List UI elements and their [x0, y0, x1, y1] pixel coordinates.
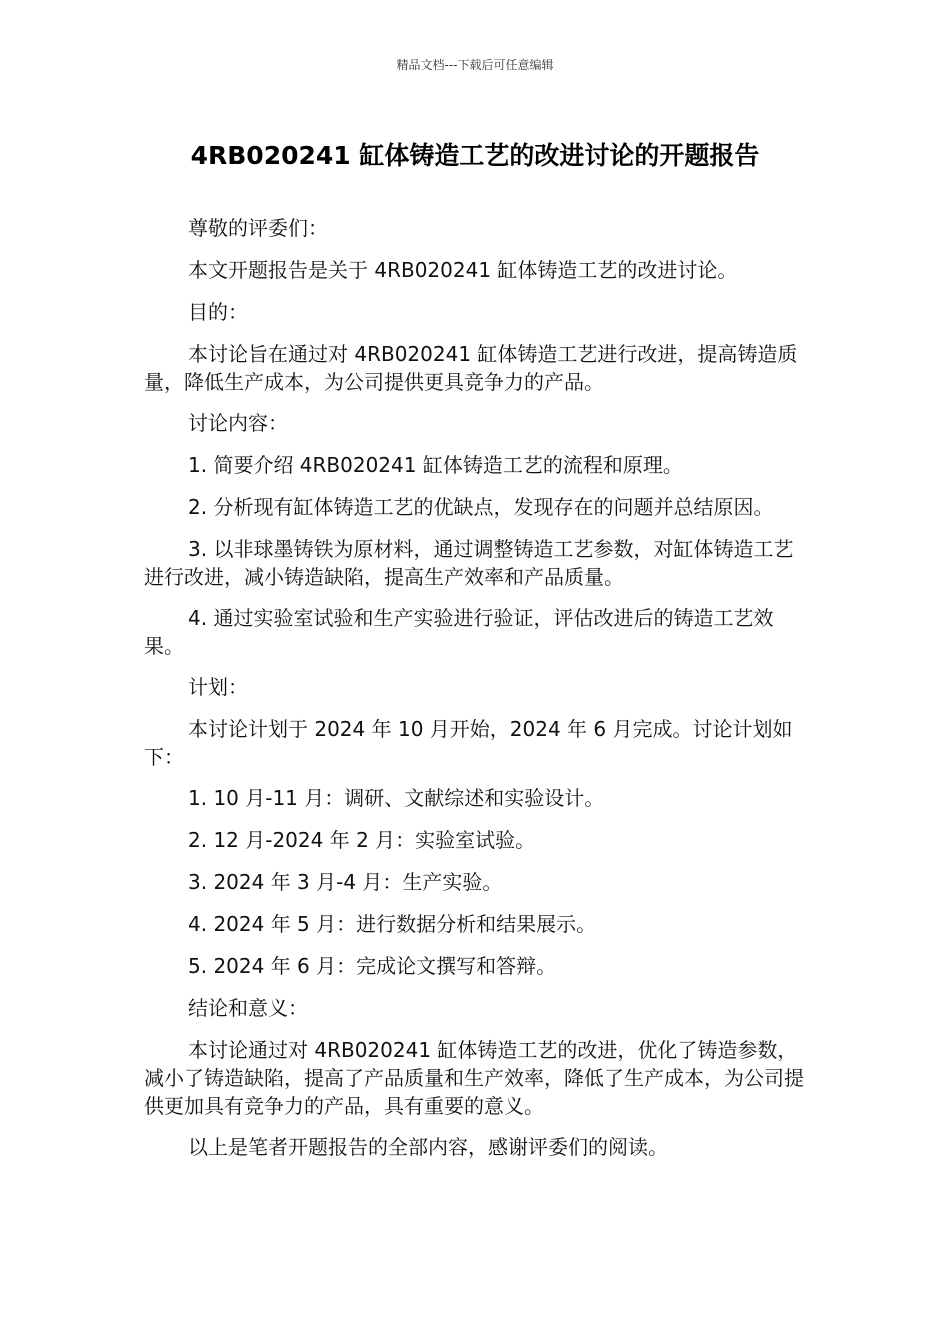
section-heading-plan: 计划：	[188, 675, 248, 699]
plan-paragraph: 本讨论计划于 2024 年 10 月开始，2024 年 6 月完成。讨论计划如下：	[144, 717, 793, 769]
content-item: 1. 简要介绍 4RB020241 缸体铸造工艺的流程和原理。	[188, 453, 683, 477]
section-heading-content: 讨论内容：	[188, 411, 288, 435]
section-heading-purpose: 目的：	[188, 300, 248, 324]
plan-item: 3. 2024 年 3 月-4 月：生产实验。	[188, 870, 503, 894]
content-item: 4. 通过实验室试验和生产实验进行验证，评估改进后的铸造工艺效果。	[144, 606, 774, 658]
plan-item: 1. 10 月-11 月：调研、文献综述和实验设计。	[188, 786, 605, 810]
plan-item: 4. 2024 年 5 月：进行数据分析和结果展示。	[188, 912, 597, 936]
page-header: 精品文档---下载后可任意编辑	[396, 58, 554, 72]
purpose-paragraph: 本讨论旨在通过对 4RB020241 缸体铸造工艺进行改进，提高铸造质量，降低生产成本，为公司提供更具竞争力的产品。	[144, 342, 798, 394]
conclusion-paragraph: 本讨论通过对 4RB020241 缸体铸造工艺的改进，优化了铸造参数，减小了铸造缺陷，提高了产品质量和生产效率，降低了生产成本，为公司提供更加具有竞争力的产品，具有重要的意义。	[144, 1038, 804, 1118]
intro-paragraph: 本文开题报告是关于 4RB020241 缸体铸造工艺的改进讨论。	[188, 258, 738, 282]
content-item: 2. 分析现有缸体铸造工艺的优缺点，发现存在的问题并总结原因。	[188, 495, 774, 519]
section-heading-conclusion: 结论和意义：	[188, 996, 308, 1020]
closing-paragraph: 以上是笔者开题报告的全部内容，感谢评委们的阅读。	[188, 1135, 668, 1159]
document-body	[144, 214, 806, 1175]
plan-item: 5. 2024 年 6 月：完成论文撰写和答辩。	[188, 954, 557, 978]
content-item: 3. 以非球墨铸铁为原材料，通过调整铸造工艺参数，对缸体铸造工艺进行改进，减小铸造缺陷，提高生产效率和产品质量。	[144, 537, 794, 589]
plan-item: 2. 12 月-2024 年 2 月：实验室试验。	[188, 828, 536, 852]
document-title: 4RB020241 缸体铸造工艺的改进讨论的开题报告	[190, 141, 760, 170]
salutation: 尊敬的评委们：	[188, 216, 328, 240]
